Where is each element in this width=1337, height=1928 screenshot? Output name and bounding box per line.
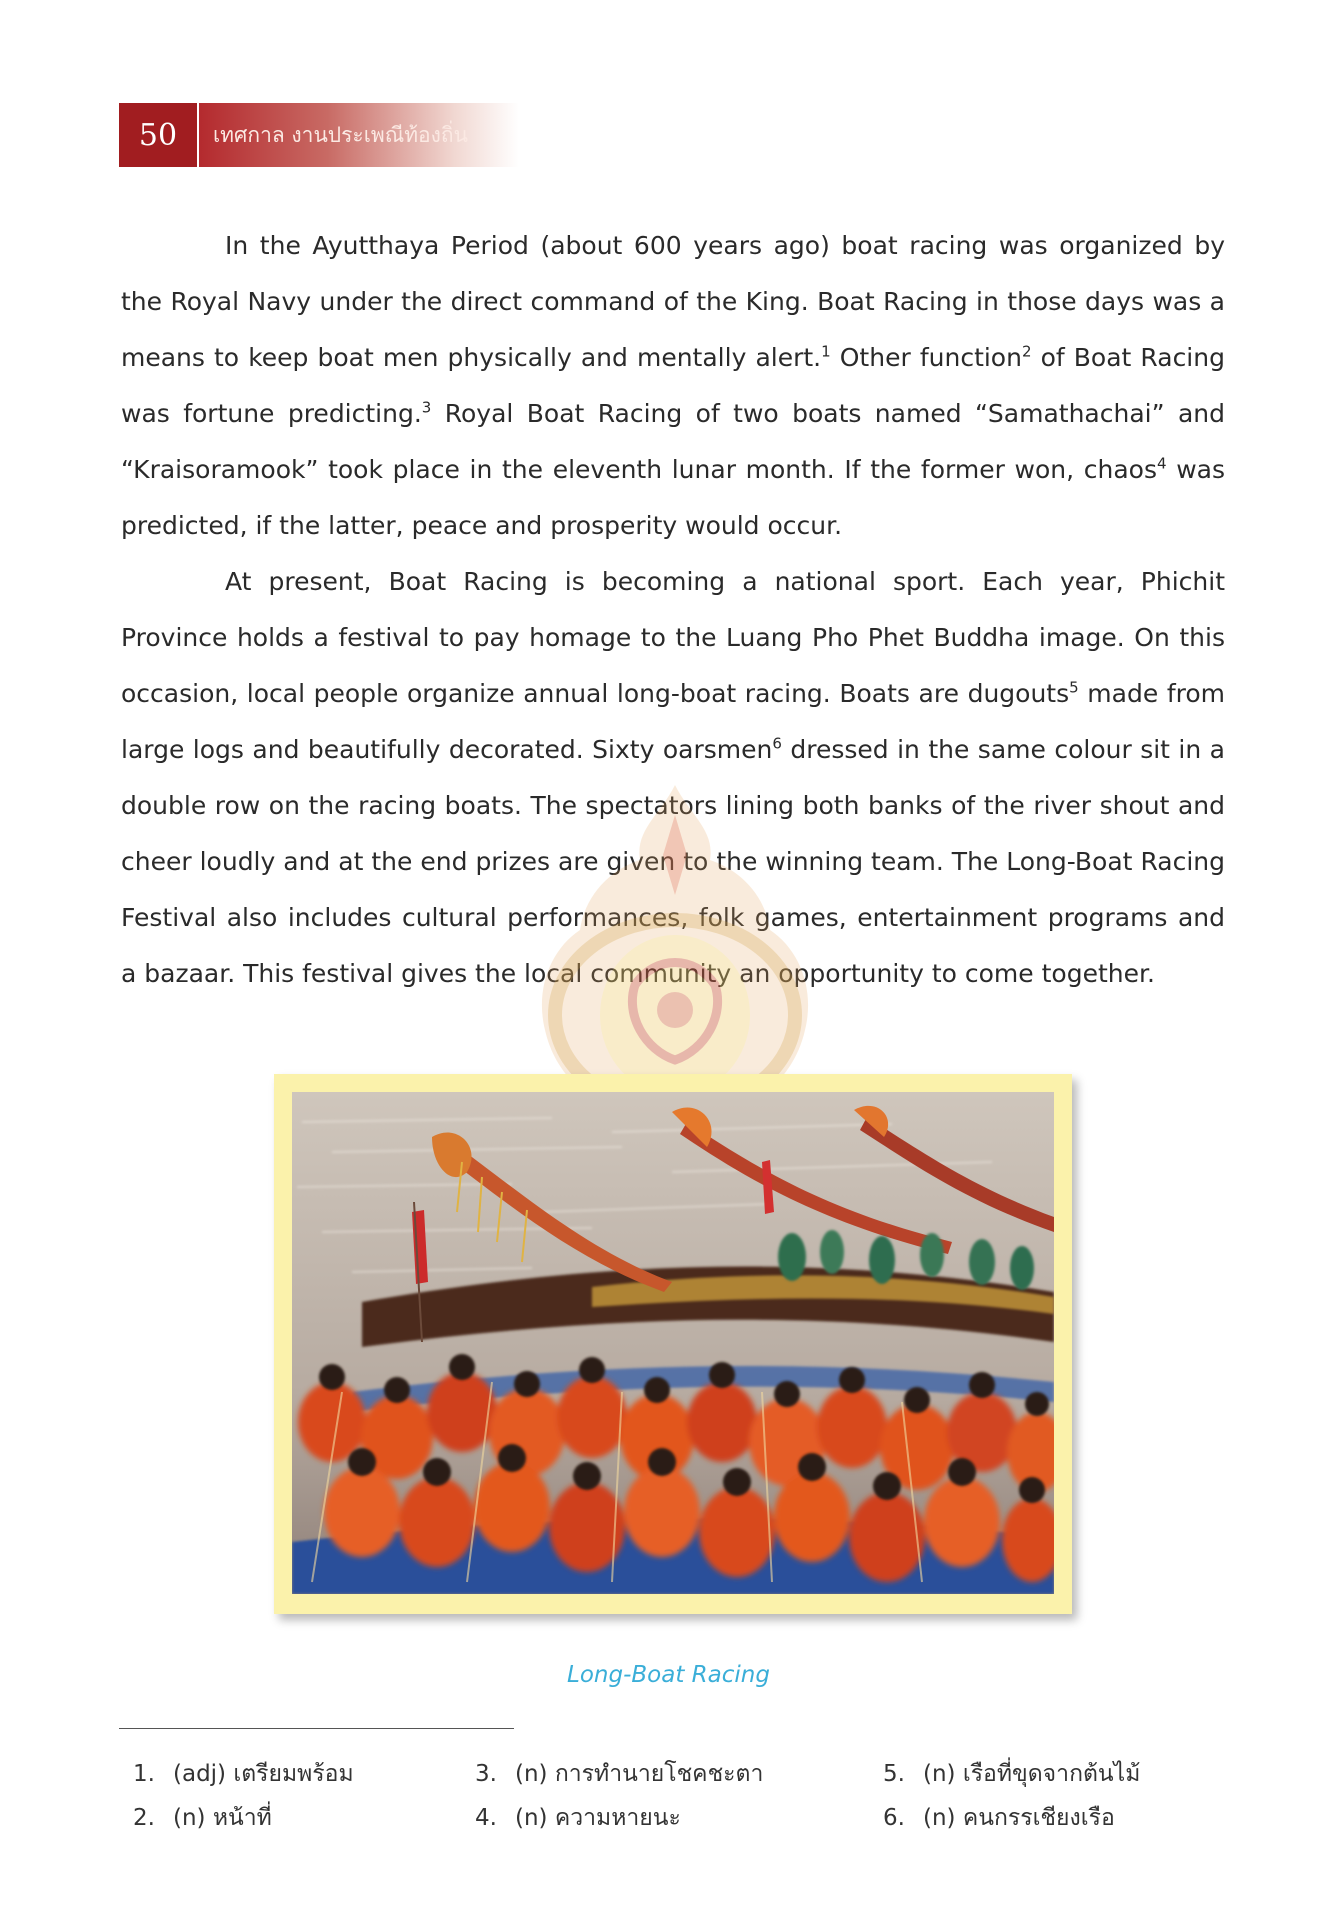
footnote-text: (n) การทำนายโชคชะตา <box>515 1761 764 1787</box>
footnote-text: (n) เรือที่ขุดจากต้นไม้ <box>923 1761 1141 1787</box>
footnote-text: (n) ความหายนะ <box>515 1805 681 1831</box>
footnote-text: (n) หน้าที่ <box>173 1805 272 1831</box>
footnote-text: (adj) เตรียมพร้อม <box>173 1761 354 1787</box>
footnote-number: 6. <box>883 1805 905 1831</box>
photo-caption: Long-Boat Racing <box>567 1662 770 1688</box>
footnote-number: 5. <box>883 1761 905 1787</box>
footnote-4 <box>475 1800 681 1836</box>
footnote-number: 2. <box>133 1805 155 1831</box>
text-run: of Boat Racing was fortune predicting. <box>121 343 1225 428</box>
page-header <box>119 103 519 167</box>
paragraph-1 <box>121 218 1225 554</box>
footnote-marker: 5 <box>1069 678 1079 697</box>
footnote-6 <box>883 1800 1115 1836</box>
footnote-marker: 2 <box>1021 342 1032 361</box>
footnote-3 <box>475 1756 763 1792</box>
footnote-divider <box>119 1728 514 1729</box>
footnote-5 <box>883 1756 1140 1792</box>
text-run: In the Ayutthaya Period (about 600 years ago) boat racing was organized by the Royal Navy under the direct command of the King. Boat Racing in those days was a means to keep boat men physically and mentally alert. <box>121 231 1225 372</box>
footnote-number: 3. <box>475 1761 497 1787</box>
text-run: At present, Boat Racing is becoming a national sport. Each year, Phichit Province holds a festival to pay homage to the Luang Pho Phet Buddha image. On this occasion, local people organize annual long-boat racing. Boats are dugouts <box>121 567 1225 708</box>
photo-frame <box>274 1074 1072 1614</box>
text-run: was predicted, if the latter, peace and prosperity would occur. <box>121 455 1225 540</box>
footnote-1 <box>133 1756 354 1792</box>
footnote-number: 1. <box>133 1761 155 1787</box>
page-number: 50 <box>119 103 197 167</box>
text-run: Other function <box>830 343 1022 372</box>
footnote-marker: 1 <box>821 342 831 361</box>
paragraph-2 <box>121 554 1225 1002</box>
text-run: Royal Boat Racing of two boats named “Samathachai” and “Kraisoramook” took place in the eleventh lunar month. If the former won, chaos <box>121 399 1225 484</box>
footnote-marker: 6 <box>772 734 782 753</box>
text-run: made from large logs and beautifully decorated. Sixty oarsmen <box>121 679 1226 764</box>
footnote-marker: 4 <box>1156 454 1167 473</box>
footnote-marker: 3 <box>421 398 432 417</box>
footnote-2 <box>133 1800 272 1836</box>
text-run: dressed in the same colour sit in a double row on the racing boats. The spectators lining both banks of the river shout and cheer loudly and at the end prizes are given to the winning team. The Long-Boat Racing Festival also includes cultural performances, folk games, entertainment programs and a bazaar. This festival gives the local community an opportunity to come together. <box>121 735 1225 988</box>
footnote-text: (n) คนกรรเชียงเรือ <box>923 1805 1115 1831</box>
chapter-title: เทศกาล งานประเพณีท้องถิ่น <box>199 103 519 167</box>
long-boat-racing-photo <box>292 1092 1054 1594</box>
footnote-number: 4. <box>475 1805 497 1831</box>
body-text <box>121 218 1225 1002</box>
